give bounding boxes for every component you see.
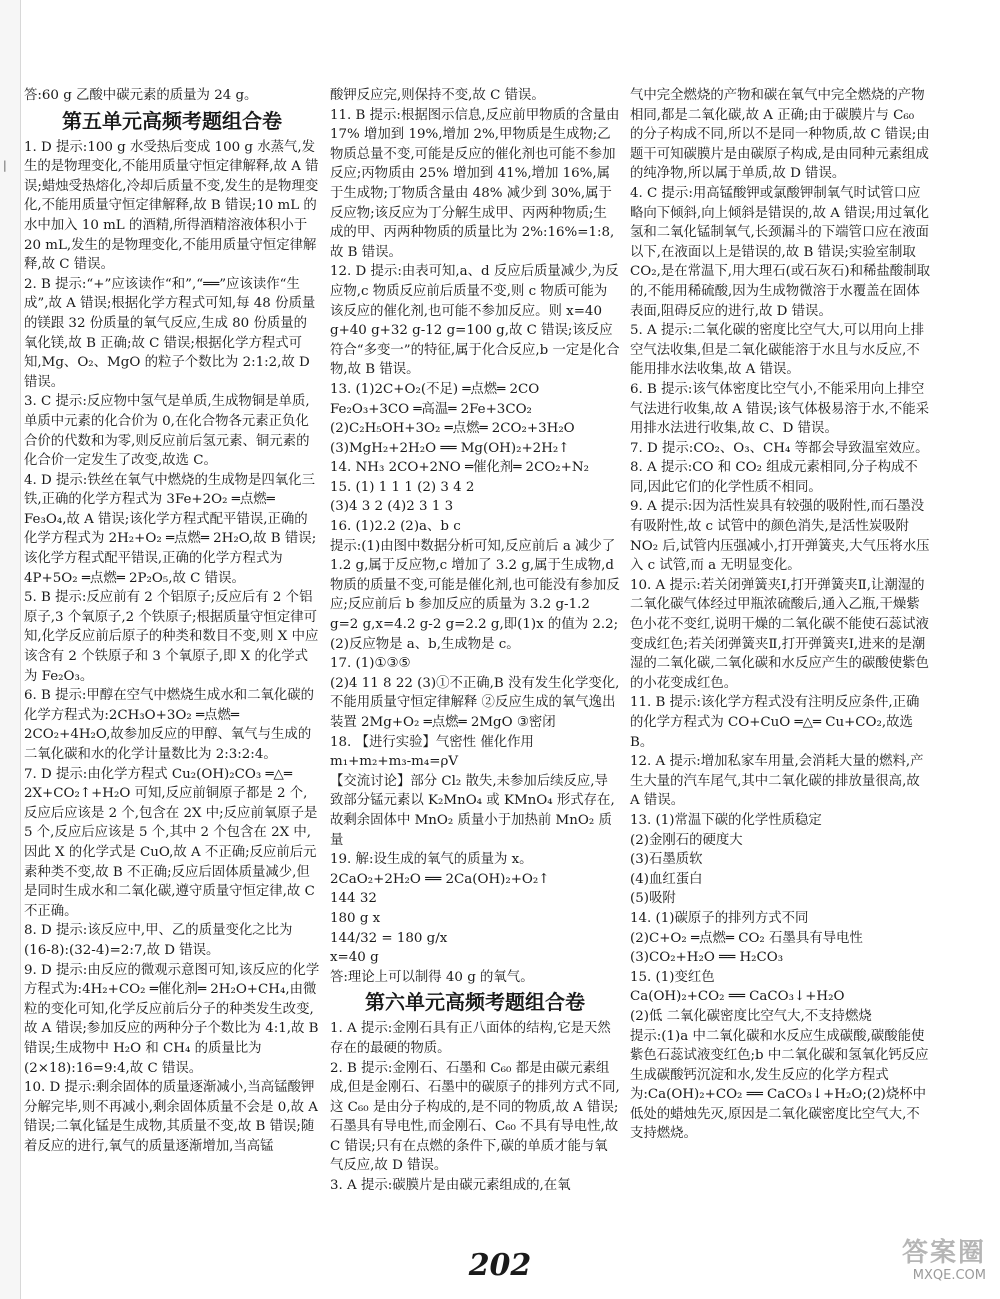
- answer-item: 8. D 提示:该反应中,甲、乙的质量变化之比为 (16-8):(32-4)=2:7,故 D 错误。: [24, 923, 293, 958]
- answer-line: m₁+m₂+m₃-m₄=ρV: [330, 754, 458, 770]
- answer-item: 13. (1)常温下碳的化学性质稳定: [630, 812, 822, 828]
- answer-line: 180 g x: [330, 910, 381, 926]
- answer-line: (4)血红蛋白: [630, 871, 703, 887]
- answer-item: 17. (1)①③⑤: [330, 656, 411, 672]
- answer-line: (2)低 二氧化碳密度比空气大,不支持燃烧: [630, 1008, 872, 1024]
- answer-item: 6. B 提示:该气体密度比空气小,不能采用向上排空气法进行收集,故 A 错误;该气体极易溶于水,不能采用排水法进行收集,故 C、D 错误。: [630, 381, 930, 437]
- answer-line: 2CaO₂+2H₂O ══ 2Ca(OH)₂+O₂↑: [330, 871, 550, 887]
- answer-item: 10. A 提示:若关闭弹簧夹Ⅰ,打开弹簧夹Ⅱ,让潮湿的二氧化碳气体经过甲瓶浓硫酸后,通入乙瓶,干燥紫色小花不变红,说明干燥的二氧化碳不能使石蕊试液变成红色;若关闭弹簧夹Ⅱ,打开弹簧夹Ⅰ,进来的是潮湿的二氧化碳,二氧化碳和水反应产生的碳酸使紫色的小花变成红色。: [630, 577, 929, 691]
- answer-line: 【交流讨论】部分 Cl₂ 散失,未参加后续反应,导致部分锰元素以 K₂MnO₄ 或 KMnO₄ 形式存在,故剩余固体中 MnO₂ 质量小于加热前 MnO₂ 质量: [330, 773, 615, 848]
- answer-line: 提示:(1)由图中数据分析可知,反应前后 a 减少了 1.2 g,属于反应物,c 增加了 3.2 g,属于生成物,d 物质的质量不变,可能是催化剂,也可能没有参加反应;反应前后 b 参加反应的质量为 3.2 g-1.2 g=2 g,x=4.2 g-2 g=2.2 g,即(1)x 的值为 2.2;(2)反应物是 a、b,生成物是 c。: [330, 538, 620, 652]
- answer-item: 13. (1)2C+O₂(不足) ═点燃═ 2CO: [330, 381, 540, 397]
- answer-item: 7. D 提示:CO₂、O₃、CH₄ 等都会导致温室效应。: [630, 440, 929, 456]
- answer-item: 14. (1)碳原子的排列方式不同: [630, 910, 809, 926]
- answer-item: 11. B 提示:该化学方程式没有注明反应条件,正确的化学方程式为 CO+CuO ═△═ Cu+CO₂,故选 B。: [630, 695, 920, 750]
- answer-line: 气中完全燃烧的产物和碳在氧气中完全燃烧的产物相同,都是二氧化碳,故 A 正确;由于碳膜片与 C₆₀ 的分子构成不同,所以不是同一种物质,故 C 错误;由题干可知碳膜片是由碳原子构成,是由同种元素组成的纯净物,所以属于单质,故 D 错误。: [630, 88, 930, 182]
- watermark: [902, 1238, 986, 1284]
- answer-column-2: [330, 86, 620, 1196]
- answer-item: 9. A 提示:因为活性炭具有较强的吸附性,而石墨没有吸附性,故 c 试管中的颜色消失,是活性炭吸附 NO₂ 后,试管内压强减小,打开弹簧夹,大气压将水压入 c 试管,而 a 无明显变化。: [630, 499, 930, 574]
- answer-line: 144 32: [330, 891, 377, 907]
- answer-item: 1. D 提示:100 g 水受热后变成 100 g 水蒸气,发生的是物理变化,不能用质量守恒定律解释,故 A 错误;蜡烛受热熔化,冷却后质量不变,发生的是物理变化,不能用质量守恒定律解释,故 B 错误;10 mL 的水中加入 10 mL 的酒精,所得酒精溶液体积小于 20 mL,发生的是物理变化,不能用质量守恒定律解释,故 C 错误。: [24, 139, 319, 273]
- answer-line: (3)CO₂+H₂O ══ H₂CO₃: [630, 950, 784, 966]
- spine-text: |: [3, 159, 7, 172]
- answer-item: 14. NH₃ 2CO+2NO ═催化剂═ 2CO₂+N₂: [330, 460, 589, 476]
- answer-line: (3)4 3 2 (4)2 3 1 3: [330, 499, 454, 515]
- answer-item: 18. 【进行实验】气密性 催化作用: [330, 734, 534, 750]
- answer-item: 8. A 提示:CO 和 CO₂ 组成元素相同,分子构成不同,因此它们的化学性质不相同。: [630, 460, 918, 495]
- answer-item: 1. A 提示:金刚石具有正八面体的结构,它是天然存在的最硬的物质。: [330, 1021, 611, 1056]
- answer-line: 酸钾反应完,则保持不变,故 C 错误。: [330, 88, 545, 103]
- answer-line: 提示:(1)a 中二氧化碳和水反应生成碳酸,碳酸能使紫色石蕊试液变红色;b 中二氧化碳和氢氧化钙反应生成碳酸钙沉淀和水,发生反应的化学方程式为:Ca(OH)₂+CO₂ ══ CaCO₃↓+H₂O;(2)烧杯中低处的蜡烛先灭,原因是二氧化碳密度比空气大,不支持燃烧。: [630, 1028, 929, 1142]
- answer-item: 5. A 提示:二氧化碳的密度比空气大,可以用向上排空气法收集,但是二氧化碳能溶于水且与水反应,不能用排水法收集,故 A 错误。: [630, 323, 925, 378]
- answer-line: 144/32 = 180 g/x: [330, 930, 448, 946]
- answer-item: 5. B 提示:反应前有 2 个铝原子;反应后有 2 个铝原子,3 个氧原子,2 个铁原子;根据质量守恒定律可知,化学反应前后原子的种类和数目不变,则 X 中应该含有 2 个铁原子和 3 个氧原子,即 X 的化学式为 Fe₂O₃。: [24, 590, 319, 684]
- answer-column-1: [24, 86, 320, 1156]
- answer-item: 10. D 提示:剩余固体的质量逐渐减小,当高锰酸钾分解完毕,则不再减小,剩余固体质量不会是 0,故 A 错误;二氧化锰是生成物,其质量不变,故 B 错误;随着反应的进行,氧气的质量逐渐增加,当高锰: [24, 1080, 318, 1154]
- answer-item: 2. B 提示:金刚石、石墨和 C₆₀ 都是由碳元素组成,但是金刚石、石墨中的碳原子的排列方式不同,这 C₆₀ 是由分子构成的,是不同的物质,故 A 错误;石墨具有导电性,而金刚石、C₆₀ 不具有导电性,故 C 错误;只有在点燃的条件下,碳的单质才能与氧气反应,故 D 错误。: [330, 1060, 620, 1174]
- answer-line: 答:理论上可以制得 40 g 的氧气。: [330, 969, 534, 985]
- answer-item: 16. (1)2.2 (2)a、b c: [330, 519, 461, 535]
- answer-item: 4. D 提示:铁丝在氧气中燃烧的生成物是四氧化三铁,正确的化学方程式为 3Fe+2O₂ ═点燃═ Fe₃O₄,故 A 错误;该化学方程式配平错误,正确的化学方程式为 2H₂+O₂ ═点燃═ 2H₂O,故 B 错误;该化学方程式配平错误,正确的化学方程式为 4P+5O₂ ═点燃═ 2P₂O₅,故 C 错误。: [24, 472, 317, 586]
- answer-line: (3)石墨质软: [630, 852, 703, 868]
- answer-line: (2)金刚石的硬度大: [630, 832, 743, 848]
- answer-item: 9. D 提示:由反应的微观示意图可知,该反应的化学方程式为:4H₂+CO₂ ═催化剂═ 2H₂O+CH₄,由微粒的变化可知,化学反应前后分子的种类发生改变,故 A 错误;参加反应的两种分子个数比为 4:1,故 B 错误;生成物中 H₂O 和 CH₄ 的质量比为 (2×18):16=9:4,故 C 错误。: [24, 962, 320, 1076]
- answer-line: (2)4 11 8 22 (3)①不正确,B 没有发生化学变化,不能用质量守恒定律解释 ②反应生成的氧气逸出装置 2Mg+O₂ ═点燃═ 2MgO ③密闭: [330, 675, 620, 730]
- answer-item: 3. A 提示:碳膜片是由碳元素组成的,在氧: [330, 1178, 571, 1194]
- answer-line: x=40 g: [330, 950, 379, 966]
- answer-item: 12. D 提示:由表可知,a、d 反应后质量减少,为反应物,c 物质反应前后质量不变,则 c 物质可能为该反应的催化剂,也可能不参加反应。则 x=40 g+40 g+32 g-12 g=100 g,故 C 错误;该反应符合“多变一”的特征,属于化合反应,b 一定是化合物,故 B 错误。: [330, 264, 620, 378]
- page-number: 202: [468, 1248, 532, 1283]
- answer-item: 15. (1) 1 1 1 (2) 3 4 2: [330, 479, 475, 495]
- answer-item: 2. B 提示:“+”应该读作“和”,“══”应该读作“生成”,故 A 错误;根据化学方程式可知,每 48 份质量的镁跟 32 份质量的氧气反应,生成 80 份质量的氧化镁,故 B 正确;故 C 错误;根据化学方程式可知,Mg、O₂、MgO 的粒子个数比为 2:1:2,故 D 错误。: [24, 276, 316, 390]
- answer-line: Ca(OH)₂+CO₂ ══ CaCO₃↓+H₂O: [630, 989, 845, 1005]
- watermark-brand: 答案圈: [901, 1238, 986, 1268]
- answer-line: Fe₂O₃+3CO ═高温═ 2Fe+3CO₂: [330, 401, 532, 417]
- answer-line: (3)MgH₂+2H₂O ══ Mg(OH)₂+2H₂↑: [330, 440, 570, 456]
- answer-item: 3. C 提示:反应物中氢气是单质,生成物铜是单质,单质中元素的化合价为 0,在化合物各元素正负化合价的代数和为零,则反应前后氢元素、铜元素的化合价一定发生了改变,故选 C。: [24, 394, 310, 469]
- answer-line: (5)吸附: [630, 891, 676, 907]
- answer-item: 12. A 提示:增加私家车用量,会消耗大量的燃料,产生大量的汽车尾气,其中二氧化碳的排放量很高,故 A 错误。: [630, 754, 924, 809]
- answer-item: 7. D 提示:由化学方程式 Cu₂(OH)₂CO₃ ═△═ 2X+CO₂↑+H₂O 可知,反应前铜原子都是 2 个,反应后应该是 2 个,包含在 2X 中;反应前氧原子是 5 个,反应后应该是 5 个,其中 2 个包含在 2X 中,因此 X 的化学式是 CuO,故 A 不正确;反应前后元素种类不变,故 B 不正确;反应后固体质量减少,但是同时生成水和二氧化碳,遵守质量守恒定律,故 C 不正确。: [24, 766, 318, 919]
- answer-item: 6. B 提示:甲醇在空气中燃烧生成水和二氧化碳的化学方程式为:2CH₃O+3O₂ ═点燃═ 2CO₂+4H₂O,故参加反应的甲醇、氧气与生成的二氧化碳和水的化学计量数比为 2:3:2:4。: [24, 688, 315, 762]
- book-spine-margin: [0, 0, 21, 1299]
- answer-item: 19. 解:设生成的氧气的质量为 x。: [330, 852, 533, 868]
- watermark-url: MXQE.COM: [912, 1268, 986, 1283]
- section-heading: 第六单元高频考题组合卷: [365, 990, 585, 1015]
- answer-item: 15. (1)变红色: [630, 969, 715, 985]
- answer-line: 答:60 g 乙酸中碳元素的质量为 24 g。: [24, 88, 258, 103]
- answer-column-3: [630, 86, 930, 1144]
- answer-line: (2)C+O₂ ═点燃═ CO₂ 石墨具有导电性: [630, 930, 863, 946]
- section-heading: 第五单元高频考题组合卷: [62, 108, 282, 133]
- answer-line: (2)C₂H₅OH+3O₂ ═点燃═ 2CO₂+3H₂O: [330, 421, 575, 437]
- answer-item: 4. C 提示:用高锰酸钾或氯酸钾制氧气时试管口应略向下倾斜,向上倾斜是错误的,故 A 错误;用过氧化氢和二氧化锰制氧气,长颈漏斗的下端管口应在液面以下,在液面以上是错误的,故 B 错误;实验室制取 CO₂,是在常温下,用大理石(或石灰石)和稀盐酸制取的,不能用稀硫酸,因为生成物微溶于水覆盖在固体表面,阻碍反应的进行,故 D 错误。: [630, 185, 930, 319]
- answer-item: 11. B 提示:根据图示信息,反应前甲物质的含量由 17% 增加到 19%,增加 2%,甲物质是生成物;乙物质总量不变,可能是反应的催化剂也可能不参加反应;丙物质由 25% 增加到 41%,增加 16%,属于生成物;丁物质含量由 48% 减少到 30%,属于反应物;该反应为丁分解生成甲、丙两种物质;生成的甲、丙两种物质的质量比为 2%:16%=1:8,故 B 错误。: [330, 107, 620, 260]
